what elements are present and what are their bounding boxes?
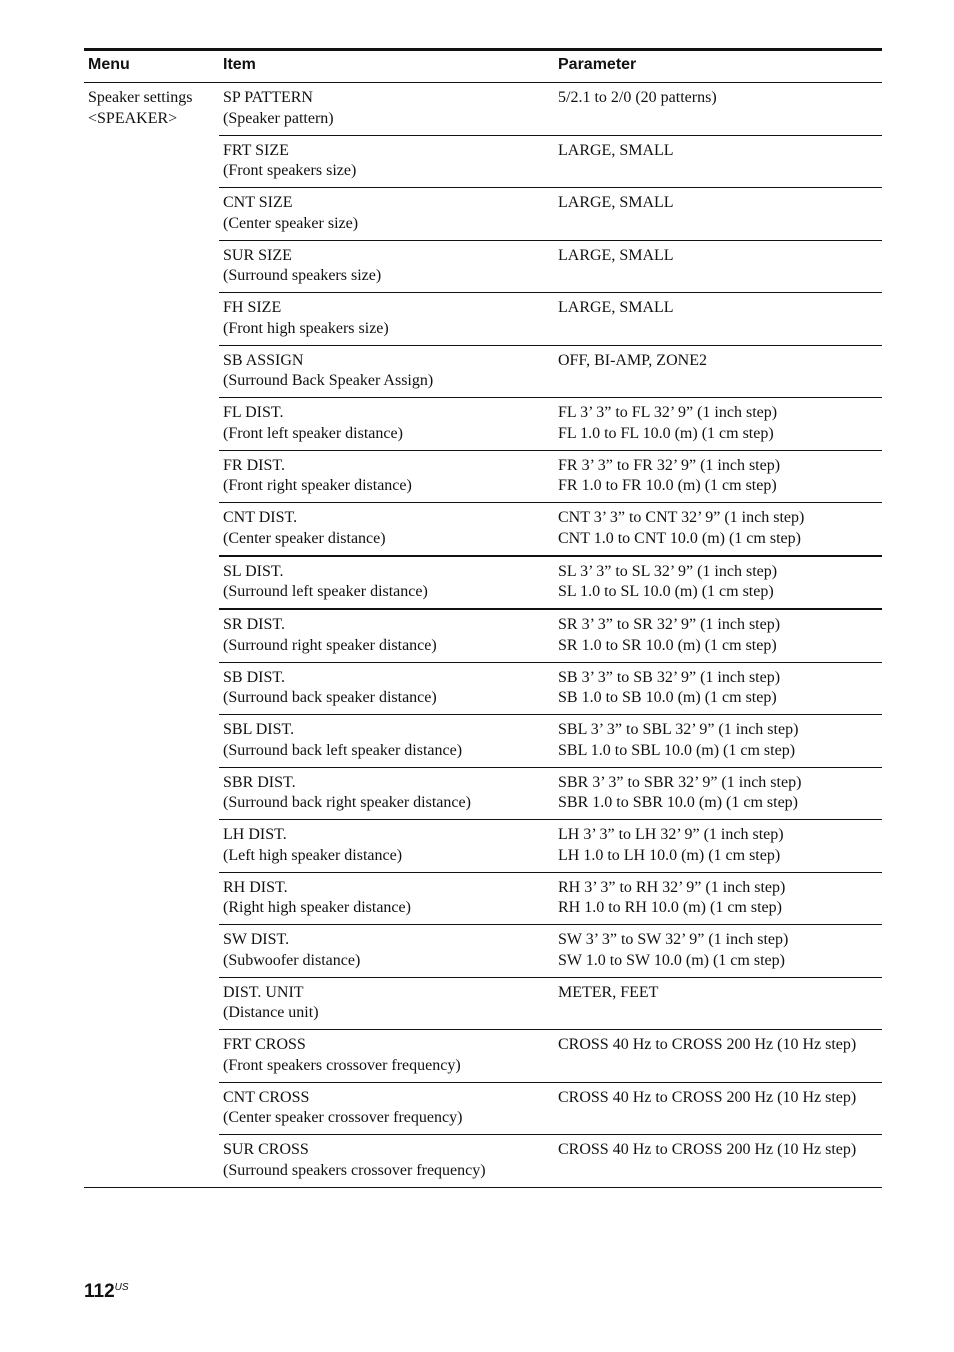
parameter-cell bbox=[554, 1030, 882, 1083]
item-cell bbox=[219, 715, 554, 768]
parameter-cell bbox=[554, 977, 882, 1030]
header-parameter: Parameter bbox=[554, 52, 882, 83]
page-number-value: 112 bbox=[84, 1281, 115, 1302]
item-cell bbox=[219, 820, 554, 873]
parameter-cell bbox=[554, 503, 882, 556]
item-description: (Front high speakers size) bbox=[223, 319, 389, 337]
parameter-value: CROSS 40 Hz to CROSS 200 Hz (10 Hz step) bbox=[558, 1141, 857, 1158]
item-description: (Surround left speaker distance) bbox=[223, 583, 428, 600]
parameter-cell bbox=[554, 556, 882, 610]
item-name: FL DIST. bbox=[223, 404, 284, 421]
header-menu: Menu bbox=[84, 52, 219, 83]
parameter-value-metric: SB 1.0 to SB 10.0 (m) (1 cm step) bbox=[558, 689, 777, 706]
menu-code: <SPEAKER> bbox=[88, 109, 178, 127]
item-description: (Surround back left speaker distance) bbox=[223, 741, 463, 759]
parameter-value: OFF, BI-AMP, ZONE2 bbox=[558, 351, 707, 369]
parameter-value: SW 3’ 3” to SW 32’ 9” (1 inch step) bbox=[558, 931, 789, 948]
item-name: SBR DIST. bbox=[223, 773, 296, 791]
parameter-value: CROSS 40 Hz to CROSS 200 Hz (10 Hz step) bbox=[558, 1088, 857, 1106]
parameter-value-metric: RH 1.0 to RH 10.0 (m) (1 cm step) bbox=[558, 899, 782, 916]
parameter-value: RH 3’ 3” to RH 32’ 9” (1 inch step) bbox=[558, 878, 786, 896]
item-name: SL DIST. bbox=[223, 562, 284, 580]
parameter-cell bbox=[554, 83, 882, 136]
item-name: CNT DIST. bbox=[223, 509, 298, 526]
header-item: Item bbox=[219, 52, 554, 83]
parameter-value: SBR 3’ 3” to SBR 32’ 9” (1 inch step) bbox=[558, 773, 802, 791]
parameter-value-metric: LH 1.0 to LH 10.0 (m) (1 cm step) bbox=[558, 846, 781, 864]
parameter-value-metric: SL 1.0 to SL 10.0 (m) (1 cm step) bbox=[558, 583, 774, 600]
item-cell bbox=[219, 1082, 554, 1135]
parameter-value: SBL 3’ 3” to SBL 32’ 9” (1 inch step) bbox=[558, 721, 799, 738]
parameter-value: SL 3’ 3” to SL 32’ 9” (1 inch step) bbox=[558, 562, 778, 580]
item-description: (Front speakers crossover frequency) bbox=[223, 1056, 461, 1074]
item-cell bbox=[219, 293, 554, 346]
item-name: FRT SIZE bbox=[223, 141, 289, 159]
item-name: DIST. UNIT bbox=[223, 983, 304, 1001]
item-cell bbox=[219, 135, 554, 188]
parameter-cell bbox=[554, 188, 882, 241]
item-description: (Center speaker distance) bbox=[223, 529, 386, 547]
table-header-row bbox=[84, 52, 882, 83]
item-name: FRT CROSS bbox=[223, 1036, 306, 1053]
menu-name: Speaker settings bbox=[88, 89, 193, 106]
parameter-value-metric: SBR 1.0 to SBR 10.0 (m) (1 cm step) bbox=[558, 794, 799, 811]
item-cell bbox=[219, 925, 554, 978]
parameter-cell bbox=[554, 609, 882, 662]
item-cell bbox=[219, 398, 554, 451]
item-name: SW DIST. bbox=[223, 931, 290, 948]
item-description: (Subwoofer distance) bbox=[223, 951, 361, 969]
parameter-value: CNT 3’ 3” to CNT 32’ 9” (1 inch step) bbox=[558, 509, 805, 526]
item-cell bbox=[219, 609, 554, 662]
item-description: (Surround speakers crossover frequency) bbox=[223, 1161, 486, 1179]
item-cell bbox=[219, 345, 554, 398]
item-cell bbox=[219, 977, 554, 1030]
item-description: (Center speaker crossover frequency) bbox=[223, 1109, 463, 1126]
parameter-value-metric: SR 1.0 to SR 10.0 (m) (1 cm step) bbox=[558, 636, 777, 654]
parameter-cell bbox=[554, 293, 882, 346]
parameter-value: FL 3’ 3” to FL 32’ 9” (1 inch step) bbox=[558, 404, 778, 421]
settings-table bbox=[84, 52, 882, 1188]
table-row bbox=[84, 83, 882, 136]
menu-cell bbox=[84, 83, 219, 1188]
item-name: RH DIST. bbox=[223, 878, 288, 896]
item-cell bbox=[219, 450, 554, 503]
item-cell bbox=[219, 83, 554, 136]
item-name: SBL DIST. bbox=[223, 721, 295, 738]
item-name: SUR SIZE bbox=[223, 246, 292, 264]
parameter-value-metric: SW 1.0 to SW 10.0 (m) (1 cm step) bbox=[558, 951, 785, 969]
item-cell bbox=[219, 1030, 554, 1083]
item-cell bbox=[219, 556, 554, 610]
item-description: (Distance unit) bbox=[223, 1004, 319, 1021]
item-cell bbox=[219, 872, 554, 925]
parameter-cell bbox=[554, 1135, 882, 1188]
item-description: (Right high speaker distance) bbox=[223, 899, 411, 916]
page-number bbox=[84, 1281, 129, 1303]
item-description: (Surround right speaker distance) bbox=[223, 636, 437, 654]
parameter-value: LARGE, SMALL bbox=[558, 141, 674, 159]
item-cell bbox=[219, 503, 554, 556]
item-description: (Front right speaker distance) bbox=[223, 477, 412, 494]
parameter-cell bbox=[554, 135, 882, 188]
parameter-cell bbox=[554, 715, 882, 768]
parameter-cell bbox=[554, 450, 882, 503]
parameter-value: FR 3’ 3” to FR 32’ 9” (1 inch step) bbox=[558, 456, 781, 474]
item-name: FR DIST. bbox=[223, 456, 285, 474]
item-name: SP PATTERN bbox=[223, 89, 313, 106]
parameter-value-metric: CNT 1.0 to CNT 10.0 (m) (1 cm step) bbox=[558, 529, 801, 547]
parameter-value: LARGE, SMALL bbox=[558, 299, 674, 316]
item-cell bbox=[219, 1135, 554, 1188]
parameter-value: SR 3’ 3” to SR 32’ 9” (1 inch step) bbox=[558, 616, 781, 633]
parameter-cell bbox=[554, 240, 882, 293]
parameter-value-metric: FL 1.0 to FL 10.0 (m) (1 cm step) bbox=[558, 424, 774, 442]
parameter-cell bbox=[554, 767, 882, 820]
parameter-value: LARGE, SMALL bbox=[558, 194, 674, 211]
item-description: (Left high speaker distance) bbox=[223, 846, 403, 864]
item-description: (Surround back right speaker distance) bbox=[223, 794, 471, 811]
parameter-cell bbox=[554, 345, 882, 398]
item-description: (Front speakers size) bbox=[223, 162, 357, 179]
top-rule bbox=[84, 48, 882, 51]
parameter-cell bbox=[554, 872, 882, 925]
item-name: SR DIST. bbox=[223, 616, 285, 633]
item-name: SB DIST. bbox=[223, 668, 285, 686]
item-description: (Speaker pattern) bbox=[223, 109, 334, 127]
parameter-value-metric: SBL 1.0 to SBL 10.0 (m) (1 cm step) bbox=[558, 741, 796, 759]
item-description: (Surround back speaker distance) bbox=[223, 689, 437, 706]
parameter-value: LARGE, SMALL bbox=[558, 246, 674, 264]
item-name: LH DIST. bbox=[223, 826, 287, 843]
parameter-value-metric: FR 1.0 to FR 10.0 (m) (1 cm step) bbox=[558, 477, 777, 494]
item-name: FH SIZE bbox=[223, 299, 282, 316]
parameter-value: METER, FEET bbox=[558, 983, 659, 1001]
item-cell bbox=[219, 188, 554, 241]
item-description: (Surround speakers size) bbox=[223, 267, 382, 284]
parameter-value: 5/2.1 to 2/0 (20 patterns) bbox=[558, 89, 717, 106]
parameter-cell bbox=[554, 925, 882, 978]
item-cell bbox=[219, 662, 554, 715]
parameter-cell bbox=[554, 398, 882, 451]
parameter-value: CROSS 40 Hz to CROSS 200 Hz (10 Hz step) bbox=[558, 1036, 857, 1053]
item-name: SB ASSIGN bbox=[223, 351, 304, 369]
item-description: (Center speaker size) bbox=[223, 214, 359, 232]
item-description: (Surround Back Speaker Assign) bbox=[223, 372, 434, 389]
item-cell bbox=[219, 767, 554, 820]
parameter-cell bbox=[554, 662, 882, 715]
parameter-cell bbox=[554, 1082, 882, 1135]
item-cell bbox=[219, 240, 554, 293]
parameter-cell bbox=[554, 820, 882, 873]
item-description: (Front left speaker distance) bbox=[223, 424, 403, 442]
parameter-value: SB 3’ 3” to SB 32’ 9” (1 inch step) bbox=[558, 668, 781, 686]
item-name: SUR CROSS bbox=[223, 1141, 309, 1158]
parameter-value: LH 3’ 3” to LH 32’ 9” (1 inch step) bbox=[558, 826, 784, 843]
page-number-suffix: US bbox=[114, 1282, 129, 1293]
item-name: CNT SIZE bbox=[223, 194, 293, 211]
item-name: CNT CROSS bbox=[223, 1088, 310, 1106]
